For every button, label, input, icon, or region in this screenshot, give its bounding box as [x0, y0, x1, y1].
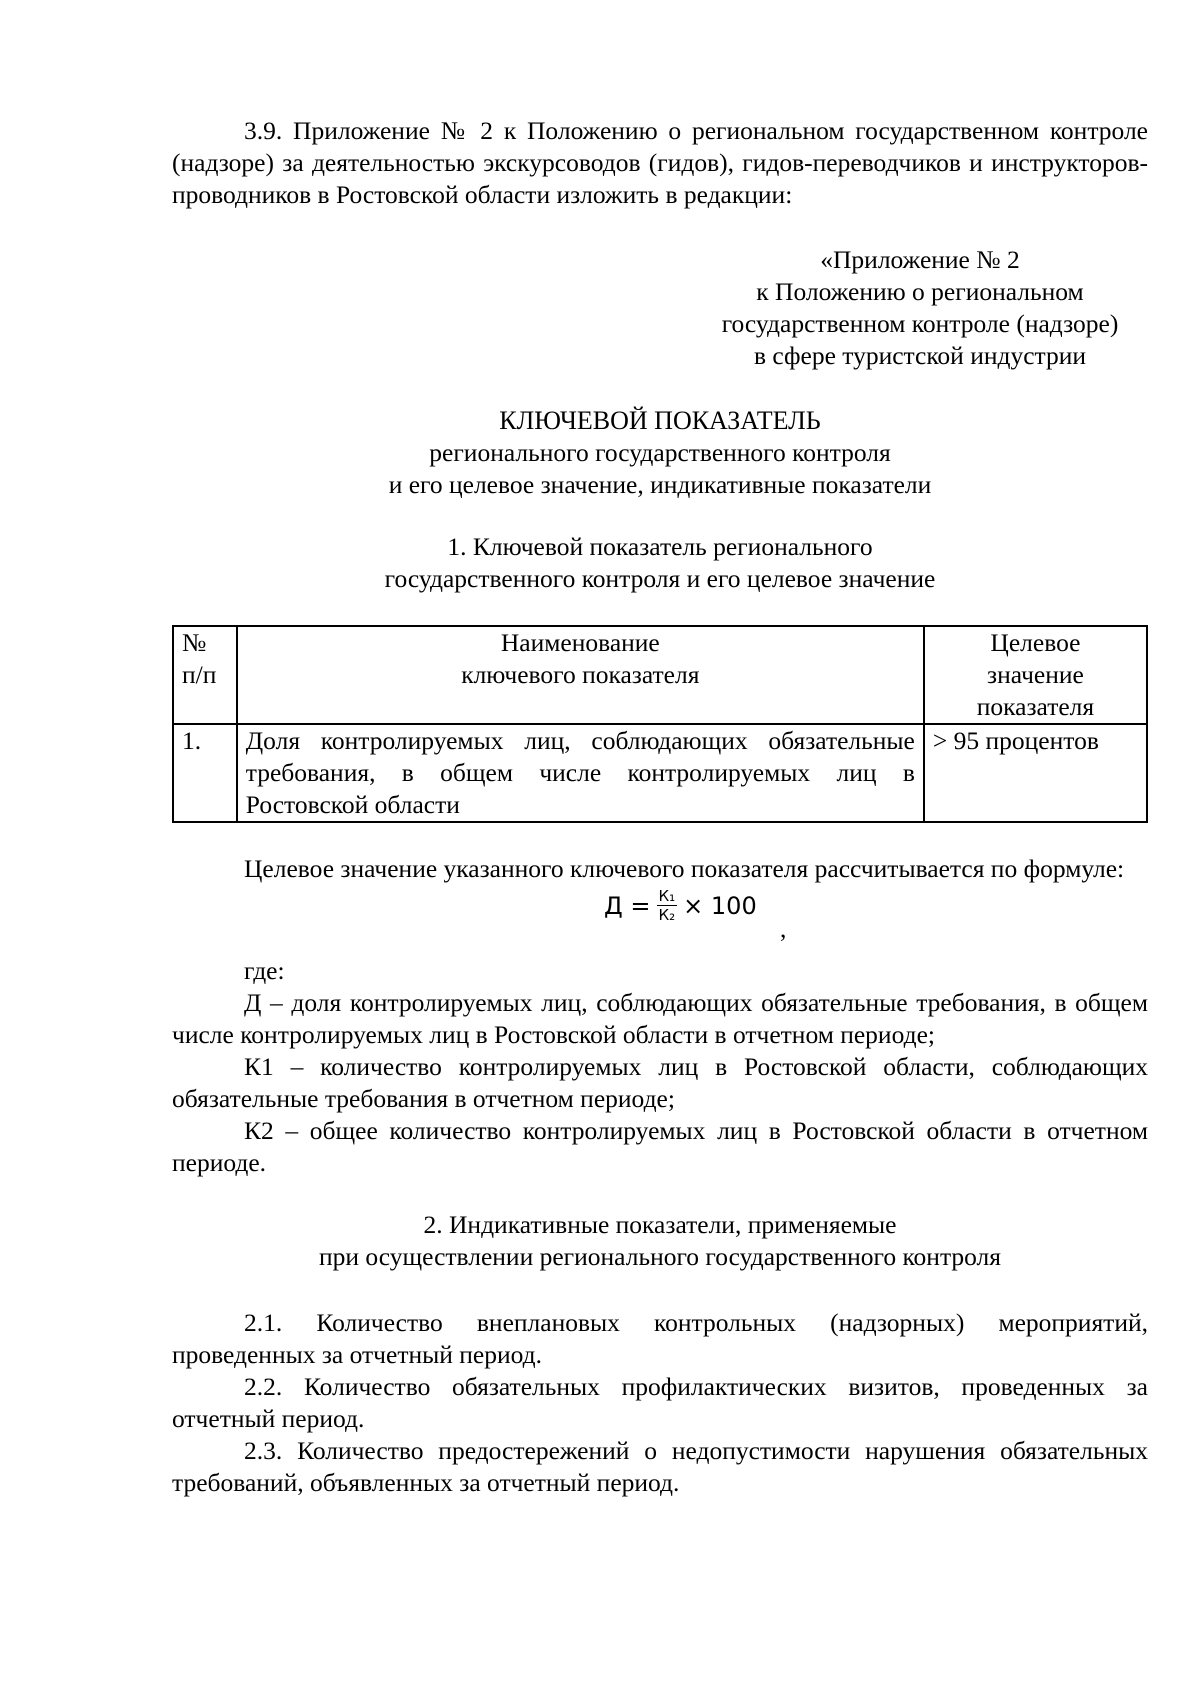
indicator-list [172, 1307, 1148, 1499]
section-1-line-1: 1. Ключевой показатель регионального [447, 532, 873, 561]
header-value [924, 626, 1147, 724]
row-number: 1. [173, 724, 237, 822]
section-2-title [172, 1209, 1148, 1273]
document-page [172, 115, 1148, 1499]
formula-denominator: К₂ [658, 906, 676, 924]
row-value: > 95 процентов [924, 724, 1147, 822]
formula-fraction [657, 887, 678, 924]
header-number [173, 626, 237, 724]
table-header-row [173, 626, 1147, 724]
where-label: где: [244, 956, 285, 985]
appendix-line-4: в сфере туристской индустрии [753, 341, 1087, 370]
definition-k1: К1 – количество контролируемых лиц в Ростовской области, соблюдающих обязательные требования в отчетном периоде; [172, 1052, 1148, 1113]
document-title [172, 405, 1148, 501]
key-indicator-table [172, 625, 1148, 823]
formula [172, 885, 1148, 955]
section-1-title [172, 531, 1148, 595]
intro-paragraph: 3.9. Приложение № 2 к Положению о региональном государственном контроле (надзоре) за деятельностью экскурсоводов (гидов), гидов-переводчиков и инструкторов-проводников в Ростовской области изложить в редакции: [172, 116, 1148, 209]
header-number-line-1: № [182, 628, 207, 657]
appendix-line-3: государственном контроле (надзоре) [721, 309, 1119, 338]
formula-rhs: × 100 [683, 891, 757, 920]
indicator-item: 2.3. Количество предостережений о недопустимости нарушения обязательных требований, объявленных за отчетный период. [172, 1436, 1148, 1497]
appendix-line-2: к Положению о региональном [756, 277, 1084, 306]
definition-d: Д – доля контролируемых лиц, соблюдающих обязательные требования, в общем числе контролируемых лиц в Ростовской области в отчетном периоде; [172, 988, 1148, 1049]
section-2-line-2: при осуществлении регионального государственного контроля [318, 1242, 1002, 1271]
indicator-item: 2.1. Количество внеплановых контрольных (надзорных) мероприятий, проведенных за отчетный период. [172, 1308, 1148, 1369]
header-value-line-2: значение [987, 660, 1084, 689]
formula-comma: , [780, 914, 787, 943]
header-value-line-1: Целевое [990, 628, 1081, 657]
section-2-line-1: 2. Индикативные показатели, применяемые [423, 1210, 897, 1239]
table-row [173, 724, 1147, 822]
header-value-line-3: показателя [976, 692, 1095, 721]
formula-expression [604, 887, 757, 924]
section-1-line-2: государственного контроля и его целевое значение [384, 564, 936, 593]
definition-k2: К2 – общее количество контролируемых лиц в Ростовской области в отчетном периоде. [172, 1116, 1148, 1177]
formula-lhs: Д = [604, 891, 651, 920]
header-name [237, 626, 924, 724]
title-sub-2: и его целевое значение, индикативные показатели [388, 470, 932, 499]
appendix-line-1: «Приложение № 2 [820, 245, 1020, 274]
header-name-line-1: Наименование [500, 628, 660, 657]
header-name-line-2: ключевого показателя [461, 660, 700, 689]
title-sub-1: регионального государственного контроля [429, 438, 891, 467]
indicator-item: 2.2. Количество обязательных профилактических визитов, проведенных за отчетный период. [172, 1372, 1148, 1433]
row-name: Доля контролируемых лиц, соблюдающих обязательные требования, в общем числе контролируемых лиц в Ростовской области [237, 724, 924, 822]
formula-numerator: К₁ [658, 887, 676, 905]
header-number-line-2: п/п [182, 660, 217, 689]
appendix-header [692, 244, 1148, 372]
title-main: КЛЮЧЕВОЙ ПОКАЗАТЕЛЬ [499, 406, 821, 435]
formula-intro: Целевое значение указанного ключевого показателя рассчитывается по формуле: [244, 854, 1125, 883]
